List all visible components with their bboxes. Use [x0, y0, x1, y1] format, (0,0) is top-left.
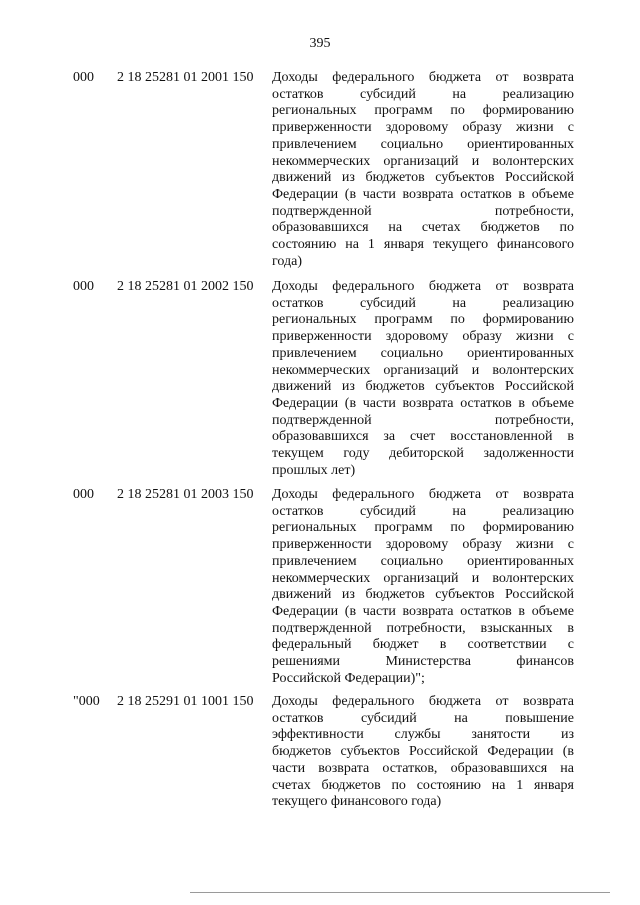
description-line: Доходы федерального бюджета от возврата — [272, 487, 574, 502]
admin-code: 000 — [73, 279, 94, 294]
classification-code: 2 18 25281 01 2002 150 — [117, 279, 254, 294]
page-number: 395 — [309, 36, 331, 51]
description-line: остатков субсидий на реализацию — [272, 295, 574, 311]
description-line: приверженности здоровому образу жизни с — [272, 537, 574, 553]
description-line: текущего финансового года) — [272, 794, 442, 810]
description-line: движений из бюджетов субъектов Российской — [272, 170, 574, 186]
description-line: остатков субсидий на повышение — [272, 710, 574, 726]
description-line: подтвержденной потребности, взысканных в — [272, 620, 574, 636]
description-line: приверженности здоровому образу жизни с — [272, 120, 574, 136]
classification-code: 2 18 25291 01 1001 150 — [117, 694, 254, 709]
entry-description — [272, 279, 574, 479]
admin-code: "000 — [73, 694, 100, 709]
classification-code: 2 18 25281 01 2003 150 — [117, 487, 254, 502]
description-line: региональных программ по формированию — [272, 520, 574, 536]
description-line: Федерации (в части возврата остатков в объеме — [272, 186, 574, 202]
description-line: некоммерческих организаций и волонтерских — [272, 153, 574, 169]
description-line: части возврата остатков, образовавшихся на — [272, 760, 574, 776]
admin-code: 000 — [73, 70, 94, 85]
description-line: состоянию на 1 января текущего финансового — [272, 237, 574, 253]
description-line: приверженности здоровому образу жизни с — [272, 329, 574, 345]
description-line: бюджетов субъектов Российской Федерации (в — [272, 744, 574, 760]
entry-description — [272, 694, 574, 811]
description-line: эффективности службы занятости из — [272, 727, 574, 743]
description-line: Российской Федерации)"; — [272, 670, 425, 686]
description-line: привлечением социально ориентированных — [272, 136, 574, 152]
description-line: некоммерческих организаций и волонтерских — [272, 570, 574, 586]
description-line: федеральный бюджет в соответствии с — [272, 637, 574, 653]
description-line: региональных программ по формированию — [272, 103, 574, 119]
description-line: решениями Министерства финансов — [272, 654, 574, 670]
description-line: движений из бюджетов субъектов Российской — [272, 587, 574, 603]
description-line: Доходы федерального бюджета от возврата — [272, 70, 574, 85]
description-line: движений из бюджетов субъектов Российской — [272, 379, 574, 395]
entry-description — [272, 70, 574, 270]
description-line: Федерации (в части возврата остатков в объеме — [272, 603, 574, 619]
description-line: Доходы федерального бюджета от возврата — [272, 279, 574, 294]
description-line: остатков субсидий на реализацию — [272, 86, 574, 102]
entry-description — [272, 487, 574, 687]
description-line: текущем году дебиторской задолженности — [272, 446, 574, 462]
description-line: региональных программ по формированию — [272, 312, 574, 328]
classification-code: 2 18 25281 01 2001 150 — [117, 70, 254, 85]
description-line: Федерации (в части возврата остатков в объеме — [272, 395, 574, 411]
description-line: счетах бюджетов по состоянию на 1 января — [272, 777, 574, 793]
description-line: привлечением социально ориентированных — [272, 553, 574, 569]
description-line: остатков субсидий на реализацию — [272, 503, 574, 519]
description-line: подтвержденной потребности, — [272, 412, 574, 428]
description-line: образовавшихся за счет восстановленной в — [272, 429, 574, 445]
description-line: года) — [272, 253, 302, 269]
bottom-divider — [190, 892, 610, 893]
description-line: подтвержденной потребности, — [272, 203, 574, 219]
description-line: Доходы федерального бюджета от возврата — [272, 694, 574, 709]
admin-code: 000 — [73, 487, 94, 502]
description-line: прошлых лет) — [272, 462, 356, 478]
description-line: образовавшихся на счетах бюджетов по — [272, 220, 574, 236]
description-line: некоммерческих организаций и волонтерских — [272, 362, 574, 378]
description-line: привлечением социально ориентированных — [272, 345, 574, 361]
